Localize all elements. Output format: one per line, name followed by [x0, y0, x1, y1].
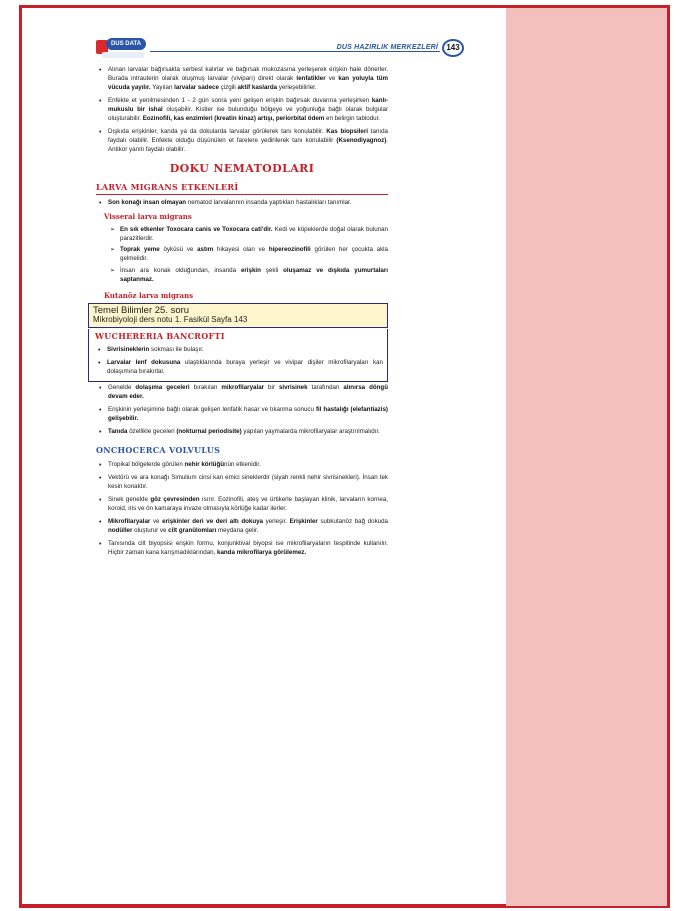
list-item: • Tanıda özellikle geceleri (nokturnal periodisite) yapılan yaymalarda mikrofilaryalar araştırılmalıdır.	[96, 428, 388, 437]
note-title: Temel Bilimler 25. soru	[93, 304, 190, 316]
page-header	[96, 36, 466, 64]
list-item: • Enfekte et yenilmesinden 1 - 2 gün sonra yeni gelişen erişkin bağırsak duvarına yerleşirken kanlı-mukuslu bir ishal oluşabilir. Kistler ise bulunduğu bölgeye ve yoğunluğa bağlı olarak bulgular oluşturabilir. Eozinofili, kas enzimleri (kreatin kinaz) artışı, periorbital ödem en belirgin tablodur.	[96, 97, 388, 124]
list-item: • Larvalar lenf dokusuna ulaştıklarında buraya yerleşir ve vivipar dişiler mikrofilaryaları kan dolaşımına bırakırlar.	[95, 359, 383, 377]
side-margin-panel	[506, 8, 667, 906]
intro-list	[96, 66, 388, 155]
list-item: • Vektörü ve ara konağı Simulium cinsi kan emici sineklerdir (siyah renkli nehir sivrisinekleri). İnsan tek kesin konaktır.	[96, 474, 388, 492]
list-item: • Erişkinin yerleşimine bağlı olarak gelişen lenfatik hasar ve tıkanma sonucu fil hastalığı (elefantiazis) gelişebilir.	[96, 406, 388, 424]
list-item: • Tanısında cilt biyopsisi erişkin formu, konjunktival biyopsi ise mikrofilaryaların tespitinde kullanılır. Hiçbir zaman kana karışmadıklarından, kanda mikrofilarya görülemez.	[96, 540, 388, 558]
list-item: • Sinek genelde göz çevresinden ısırır. Eozinofili, ateş ve ürtikerle başlayan klinik, larvaların kornea, koroid, iris ve ön kamaraya invaze olmasıyla körlüğe kadar ilerler.	[96, 496, 388, 514]
page-content	[93, 66, 388, 562]
header-title: DUS HAZIRLIK MERKEZLERİ	[336, 44, 438, 51]
list-item: • Mikrofilaryalar ve erişkinler deri ve deri altı dokuya yerleşir. Erişkinler subkutanöz bağ dokuda nodüller oluşturur ve cilt granülomları meydana gelir.	[96, 518, 388, 536]
visseral-list	[108, 226, 388, 286]
wuchereria-highlight-box	[88, 329, 388, 383]
header-rule	[150, 51, 440, 52]
list-item: • Genelde dolaşıma geceleri bırakılan mikrofilaryalar bir sivrisinek tarafından alınırsa döngü devam eder.	[96, 384, 388, 402]
section-heading-wuchereria: WUCHERERIA BANCROFTI	[95, 330, 225, 341]
list-item: ➢ Toprak yeme öyküsü ve astım hikayesi olan ve hipereozinofili görülen her çocukta akla gelmelidir.	[108, 246, 388, 264]
onchocerca-list	[96, 461, 388, 558]
page-number: 143	[442, 39, 464, 57]
list-item: ➢ En sık etkenler Toxocara canis ve Toxocara cati'dir. Kedi ve köpeklerde doğal olarak bulunan parazitlerdir.	[108, 226, 388, 244]
section-heading-larva-migrans: LARVA MIGRANS ETKENLERİ	[96, 181, 239, 192]
larva-list	[96, 199, 388, 208]
list-item: • Tropikal bölgelerde görülen nehir körlüğünün etkenidir.	[96, 461, 388, 470]
section-rule	[96, 194, 388, 195]
wuchereria-list	[96, 384, 388, 437]
subheading-kutanoz: Kutanöz larva migrans	[104, 291, 194, 301]
wuchereria-boxed-list	[95, 346, 383, 377]
list-item: • Sivrisineklerin sokması ile bulaşır.	[95, 346, 383, 355]
list-item: • Son konağı insan olmayan nematod larvalarının insanda yaptıkları hastalıkları tanımlar.	[96, 199, 388, 208]
section-heading-doku-nematodlari: DOKU NEMATODLARI	[169, 161, 315, 175]
logo-subbar	[102, 52, 144, 58]
note-subtitle: Mikrobiyoloji ders notu 1. Fasikül Sayfa 143	[93, 315, 248, 324]
list-item: • Dışkıda erişkinler, kanda ya da dokularda larvalar görülerek tanı konulabilir. Kas biopsileri tanıda faydalı olabilir. Enfekte olduğu düşünülen et farelere yedirilerek tanı konulabilir (Ksenodiyagnoz). Antikor yanıtı faydalı olabilir.	[96, 128, 388, 155]
reference-note	[88, 303, 388, 328]
section-heading-onchocerca: ONCHOCERCA VOLVULUS	[96, 445, 221, 456]
subheading-visseral: Visseral larva migrans	[104, 212, 192, 222]
list-item: • Alınan larvalar bağırsakta serbest kalırlar ve bağırsak mukozasına yerleşerek erişkin hale dönerler. Burada intrauterin olarak oluşmuş larvalar (viviparı) direkt olarak lenfatikler ve kan yoluyla tüm vücuda yayılır. Yayılan larvalar sadece çizgili aktif kaslarda yerleşebilirler.	[96, 66, 388, 93]
list-item: ➢ İnsan ara konak olduğundan, insanda erişkin şekli oluşamaz ve dışkıda yumurtaları saptanmaz.	[108, 267, 388, 285]
logo-text: DUS DATA	[106, 38, 146, 50]
dus-data-logo	[96, 38, 146, 62]
